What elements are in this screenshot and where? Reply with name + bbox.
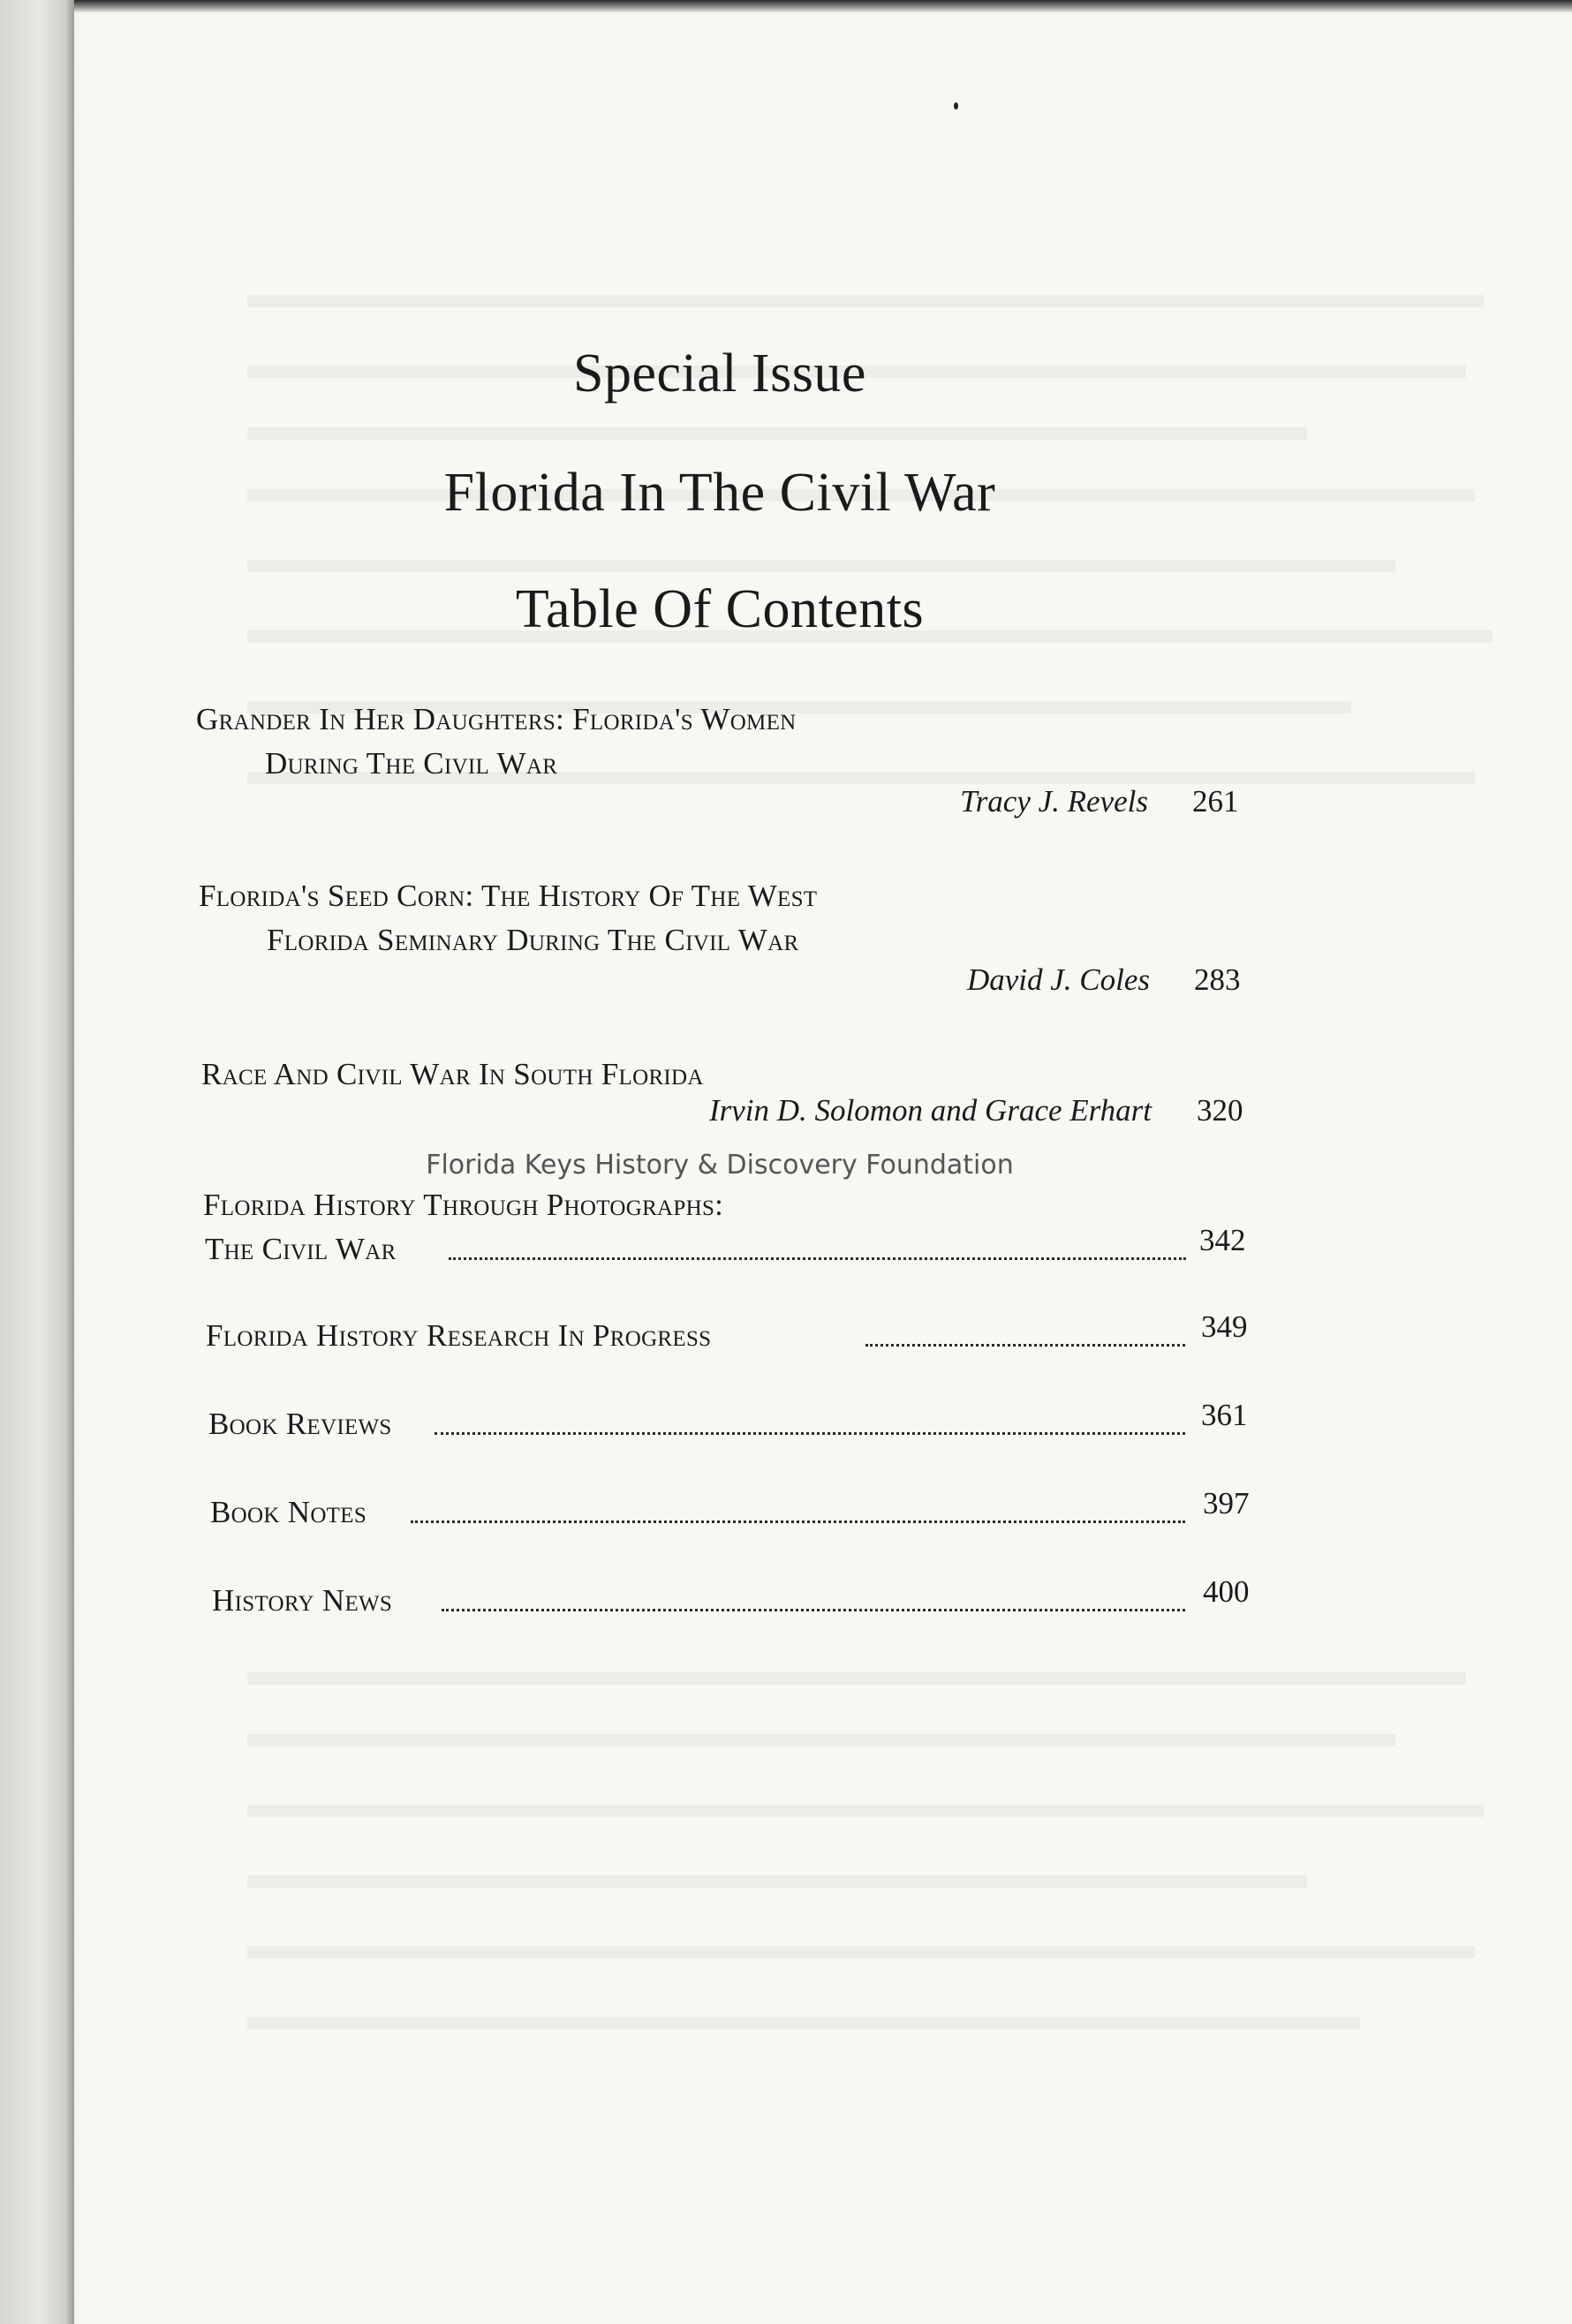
entry-title-line: Florida's Seed Corn: The History Of The West: [199, 879, 818, 913]
dot-leader: [442, 1605, 1185, 1611]
entry-page-number: 400: [1203, 1574, 1250, 1609]
dot-leader: [449, 1254, 1186, 1260]
dot-leader: [865, 1340, 1185, 1347]
entry-page-number: 397: [1203, 1486, 1250, 1520]
entry-title-line: Book Reviews: [208, 1407, 392, 1441]
dot-leader: [411, 1517, 1185, 1523]
entry-page-number: 349: [1201, 1309, 1248, 1344]
entry-title-line: Florida History Through Photographs:: [203, 1188, 724, 1222]
entry-title-line: Book Notes: [210, 1495, 367, 1529]
entry-title-line: Florida History Research In Progress: [206, 1318, 712, 1353]
dot-leader: [435, 1429, 1185, 1435]
entry-title-line: History News: [212, 1583, 393, 1618]
entry-author: David J. Coles: [966, 962, 1150, 997]
scan-top-edge: [0, 0, 1572, 12]
entry-page-number: 261: [1192, 784, 1239, 819]
entry-author: Irvin D. Solomon and Grace Erhart: [709, 1093, 1152, 1128]
issue-theme-heading: Florida In The Civil War: [443, 463, 996, 523]
entry-title-line: Florida Seminary During The Civil War: [267, 923, 799, 957]
entry-title-line: Grander In Her Daughters: Florida's Women: [196, 702, 797, 736]
toc-heading: Table Of Contents: [515, 579, 925, 639]
entry-page-number: 283: [1194, 962, 1241, 997]
special-issue-heading: Special Issue: [573, 343, 866, 404]
entry-author: Tracy J. Revels: [960, 784, 1148, 819]
entry-title-line: Race And Civil War In South Florida: [201, 1057, 704, 1091]
ink-speck: [954, 102, 958, 109]
entry-page-number: 361: [1201, 1398, 1248, 1432]
entry-page-number: 342: [1199, 1223, 1246, 1257]
entry-page-number: 320: [1197, 1093, 1243, 1128]
watermark: Florida Keys History & Discovery Foundation: [426, 1150, 1014, 1181]
entry-title-line: During The Civil War: [265, 746, 558, 781]
entry-title-line: The Civil War: [205, 1232, 397, 1266]
